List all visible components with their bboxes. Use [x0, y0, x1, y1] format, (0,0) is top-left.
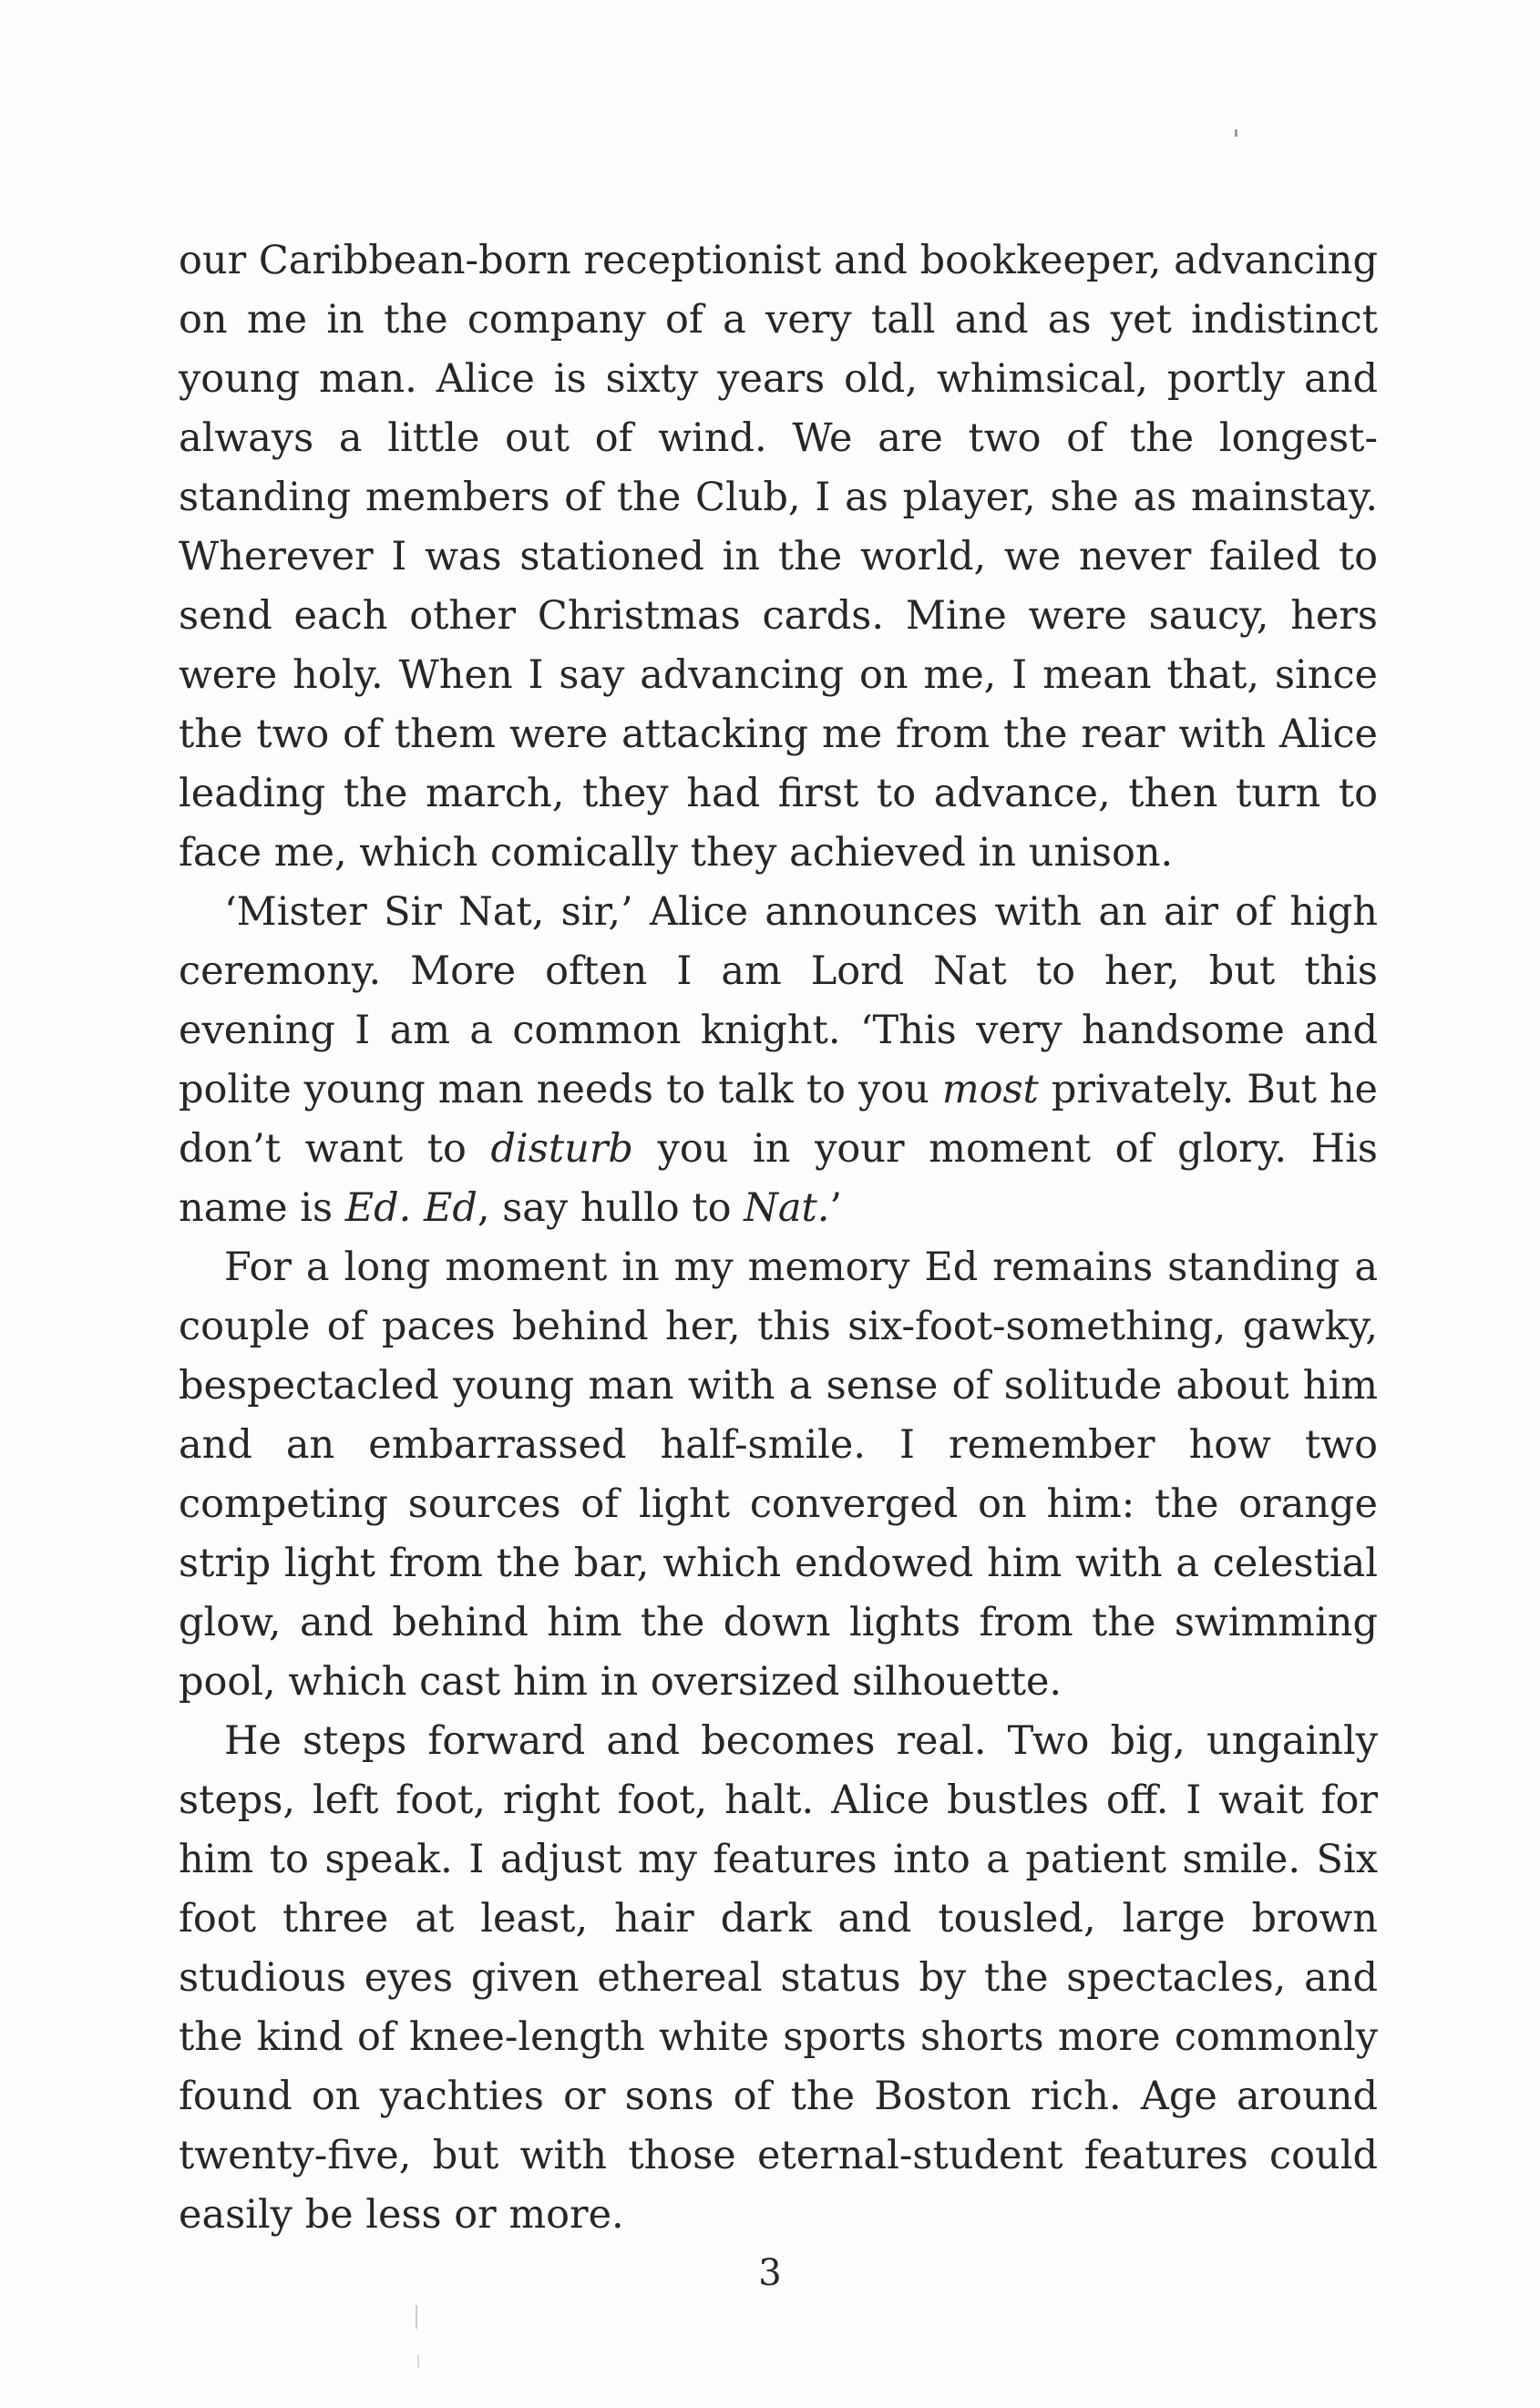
text-run: ’ [829, 1185, 843, 1231]
paragraph [179, 1712, 1378, 2245]
ink-speck [1235, 129, 1237, 137]
body-text [179, 231, 1378, 2245]
text-run: you in your moment of glory. His name is [179, 1126, 1378, 1231]
italic-text: most [941, 1067, 1039, 1112]
text-run: He steps forward and becomes real. Two big, ungainly steps, left foot, right foot, halt. Alice bustles off. I wait for him to speak. I adjust my features into a patient smile. Six foot three at least, hair dark and tousled, large brown studious eyes given ethereal status by the spectacles, and the kind of knee-length white sports shorts more commonly found on yachties or sons of the Boston rich. Age around twenty-five, but with those eternal-student features could easily be less or more. [179, 1718, 1378, 2238]
italic-text: disturb [490, 1126, 633, 1172]
paragraph [179, 1238, 1378, 1712]
italic-text: Nat. [744, 1185, 830, 1231]
paragraph [179, 231, 1378, 883]
text-run: our Caribbean-born receptionist and bookkeeper, advancing on me in the company of a very tall and as yet indistinct young man. Alice is sixty years old, whimsical, portly and always a little out of wind. We are two of the longest-standing members of the Club, I as player, she as mainstay. Wherever I was stationed in the world, we never failed to send each other Christmas cards. Mine were saucy, hers were holy. When I say advancing on me, I mean that, since the two of them were attacking me from the rear with Alice leading the march, they had first to advance, then turn to face me, which comically they achieved in unison. [179, 238, 1378, 876]
text-run: For a long moment in my memory Ed remains standing a couple of paces behind her, this six-foot-something, gawky, bespectacled young man with a sense of solitude about him and an embarrassed half-smile. I remember how two competing sources of light converged on him: the orange strip light from the bar, which endowed him with a celestial glow, and behind him the down lights from the swimming pool, which cast him in oversized silhouette. [179, 1245, 1378, 1705]
ink-speck [416, 2305, 417, 2329]
text-run: ‘Mister Sir Nat, sir,’ Alice announces with an air of high ceremony. More often I am Lord Nat to her, but this evening I am a common knight. ‘This very handsome and polite young man needs to talk to you [179, 889, 1378, 1112]
paragraph [179, 883, 1378, 1238]
text-run: privately. But he don’t want to [179, 1067, 1378, 1172]
text-run: , say hullo to [477, 1185, 744, 1231]
ink-speck [417, 2355, 419, 2368]
page-number: 3 [758, 2252, 782, 2294]
italic-text: Ed. Ed [344, 1185, 477, 1231]
